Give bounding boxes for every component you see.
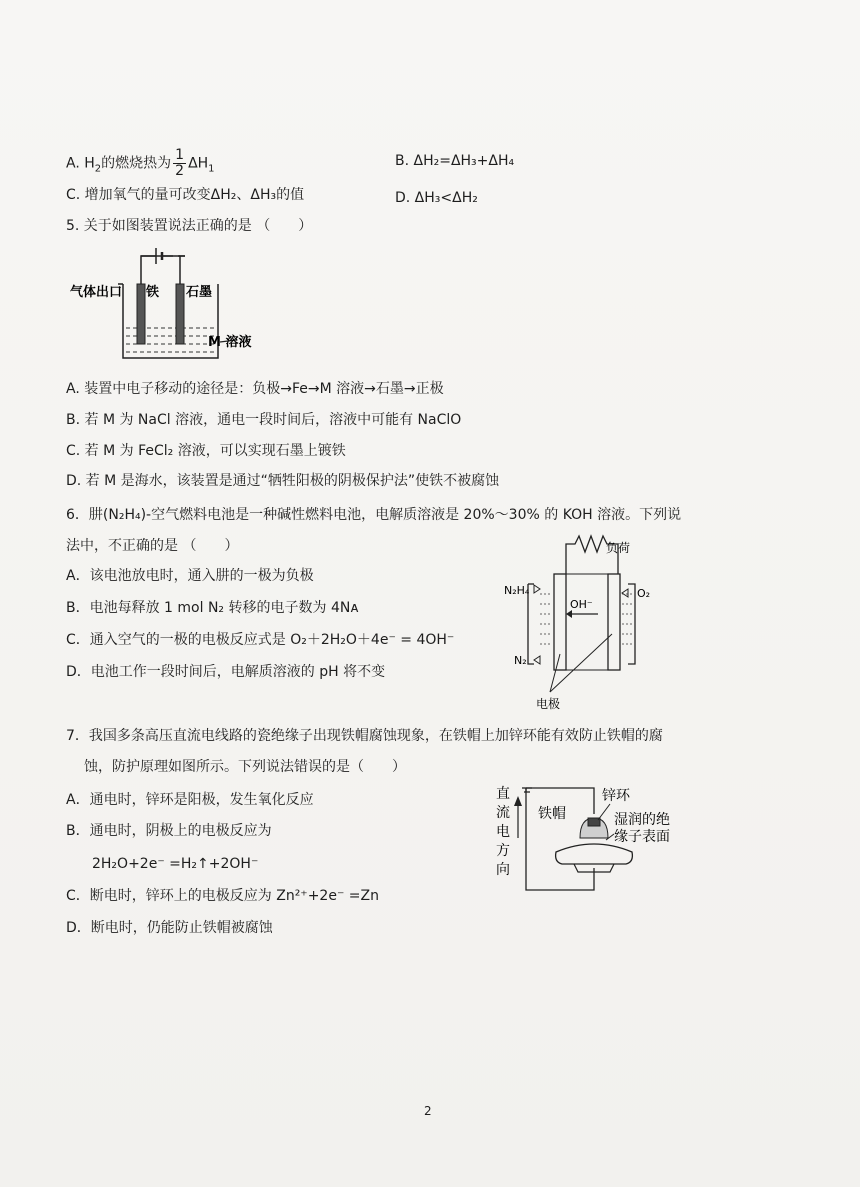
dc-char-1: 直 [496,786,510,802]
fraction-one-half: $\frac{1}{2}$ [175,147,185,179]
q5-option-a: A. 装置中电子移动的途径是：负极→Fe→M 溶液→石墨→正极 [66,381,444,397]
dc-char-2: 流 [496,805,510,821]
q7-option-d: D．断电时，仍能防止铁帽被腐蚀 [66,920,273,936]
hydroxide-label: OH⁻ [570,598,593,611]
q7-option-b-equation: 2H₂O+2e⁻ =H₂↑+2OH⁻ [92,856,259,872]
q6-option-d: D．电池工作一段时间后，电解质溶液的 pH 将不变 [66,664,386,680]
electrolysis-cell-figure [68,246,268,366]
gas-outlet-label: 气体出口 [70,285,123,300]
dc-char-5: 向 [496,862,510,878]
iron-label: 铁 [146,285,160,300]
insulator-disc [556,844,633,864]
q4-option-b: B. ΔH₂=ΔH₃+ΔH₄ [395,153,515,169]
q6-option-a: A．该电池放电时，通入肼的一极为负极 [66,568,314,584]
wet-surface-label-line1: 湿润的绝 [614,812,670,828]
q5-option-d: D. 若 M 是海水，该装置是通过“牺牲阳极的阴极保护法”使铁不被腐蚀 [66,473,500,489]
q6-stem-line2: 法中，不正确的是 （ ） [66,538,239,554]
oxygen-inlet-label: O₂ [637,587,651,600]
zinc-ring-label: 锌环 [602,788,630,804]
zinc-ring-insulator-figure [494,778,694,898]
q4-option-a: A. $H_2$的燃烧热为 $\frac{1}{2}$ $\Delta H_1$ [66,147,215,179]
q6-option-c: C．通入空气的一极的电极反应式是 O₂＋2H₂O＋4e⁻ = 4OH⁻ [66,632,455,648]
iron-electrode [137,284,145,344]
iron-cap-label: 铁帽 [538,806,566,822]
q7-option-c: C．断电时，锌环上的电极反应为 Zn²⁺+2e⁻ =Zn [66,888,379,904]
q4-option-c: C. 增加氧气的量可改变ΔH₂、ΔH₃的值 [66,187,305,203]
electrolyte-chamber [566,574,608,670]
q6-stem-line1: 6．肼(N₂H₄)-空气燃料电池是一种碱性燃料电池，电解质溶液是 20%～30% 的 KOH 溶液。下列说 [66,507,682,523]
solution-label: M 溶液 [208,335,252,350]
hydrazine-inlet-label: N₂H₄ [504,584,530,597]
q7-option-b: B．通电时，阴极上的电极反应为 [66,823,272,839]
nitrogen-outlet-label: N₂ [514,654,527,667]
electrode-label: 电极 [536,697,561,711]
q5-option-c: C. 若 M 为 FeCl₂ 溶液，可以实现石墨上镀铁 [66,443,346,459]
load-label: 负荷 [606,541,631,555]
q5-stem: 5. 关于如图装置说法正确的是 （ ） [66,218,313,234]
page-number: 2 [424,1104,432,1118]
fuel-cell-figure [500,534,670,714]
q5-option-b: B. 若 M 为 NaCl 溶液，通电一段时间后，溶液中可能有 NaClO [66,412,462,428]
dc-char-4: 方 [496,843,510,859]
wet-surface-label-line2: 缘子表面 [614,829,670,845]
q7-stem-line2: 蚀，防护原理如图所示。下列说法错误的是（ ） [84,759,406,775]
q4-option-d: D. ΔH₃<ΔH₂ [395,190,478,206]
right-electrode [608,574,620,670]
graphite-electrode [176,284,184,344]
q7-option-a: A．通电时，锌环是阳极，发生氧化反应 [66,792,314,808]
q7-stem-line1: 7．我国多条高压直流电线路的瓷绝缘子出现铁帽腐蚀现象，在铁帽上加锌环能有效防止铁帽的腐 [66,728,663,744]
graphite-label: 石墨 [186,285,213,300]
dc-char-3: 电 [496,824,510,840]
q6-option-b: B．电池每释放 1 mol N₂ 转移的电子数为 4Nᴀ [66,600,359,616]
